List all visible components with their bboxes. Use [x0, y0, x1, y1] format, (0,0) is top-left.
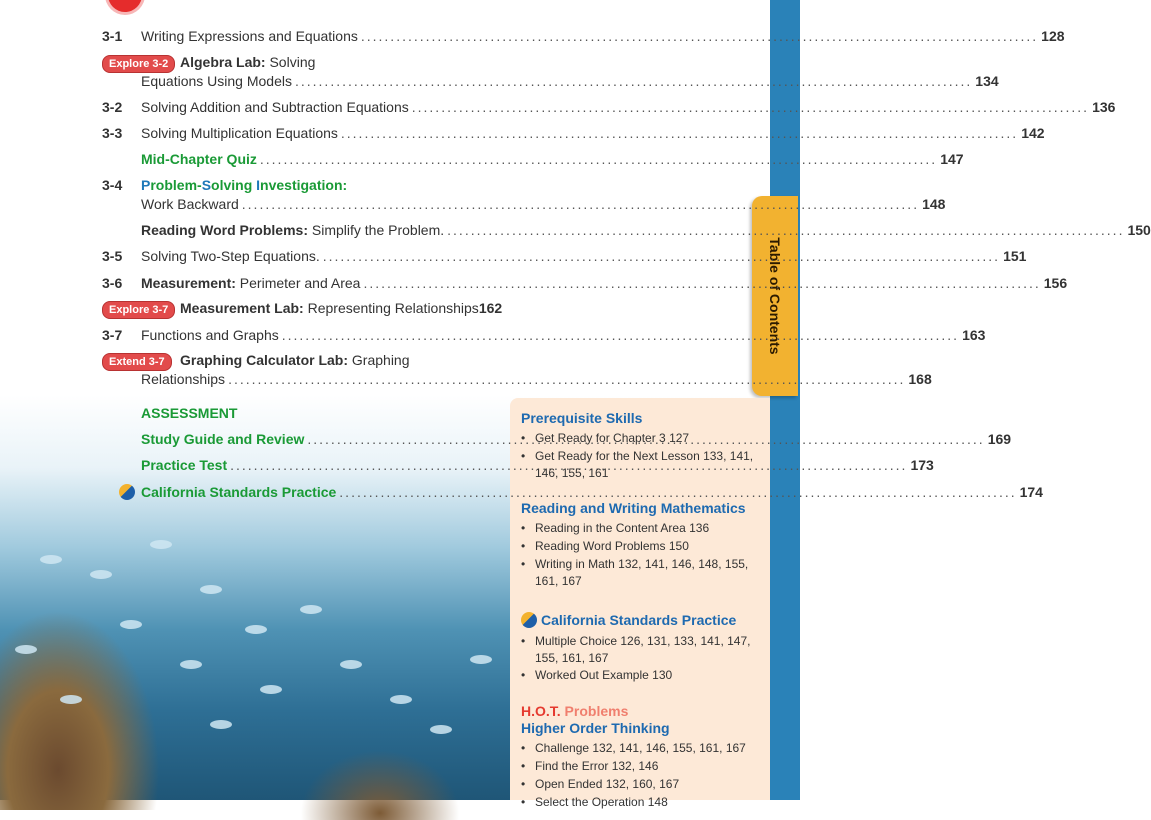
entry-title: Representing Relationships — [303, 300, 479, 316]
coral-reef-small — [300, 750, 460, 820]
lesson-number: 3-1 — [102, 28, 123, 44]
csp-item: • Worked Out Example 130 — [521, 668, 673, 682]
entry-title-cont: Equations Using Models — [141, 73, 292, 89]
entry-title: Functions and Graphs — [141, 327, 279, 343]
explore-badge: Explore 3-2 — [102, 55, 175, 73]
fish — [470, 655, 492, 664]
chapter-logo — [108, 0, 142, 12]
leader-dots — [361, 28, 1038, 44]
leader-dots — [339, 484, 1016, 500]
entry-title: Writing Expressions and Equations — [141, 28, 358, 44]
hot-label: H.O.T. — [521, 703, 561, 719]
entry-bold-title: Measurement: — [141, 275, 236, 291]
lesson-number: 3-6 — [102, 275, 123, 291]
hot-item: • Select the Operation 148 — [521, 795, 668, 809]
rw-item: • Writing in Math 132, 141, 146, 148, 155, 161, 167 — [521, 557, 749, 588]
entry-title: Solving Addition and Subtraction Equations — [141, 99, 409, 115]
fish — [150, 540, 172, 549]
fish — [300, 605, 322, 614]
psi-text: olving — [211, 177, 257, 193]
entry-title: Solving Multiplication Equations — [141, 125, 338, 141]
explore-badge: Explore 3-7 — [102, 301, 175, 319]
fish — [210, 720, 232, 729]
leader-dots — [323, 248, 1000, 264]
fish — [120, 620, 142, 629]
toc-tab-label: Table of Contents — [767, 237, 783, 355]
page-number: 128 — [1041, 28, 1065, 44]
entry-title-cont: Relationships — [141, 371, 226, 387]
psi-letter: I — [256, 177, 261, 193]
california-standards-heading — [521, 612, 736, 628]
california-globe-icon — [521, 612, 537, 628]
page-number: 162 — [478, 300, 503, 316]
prerequisite-skills-heading: Prerequisite Skills — [521, 410, 643, 426]
leader-dots — [295, 73, 972, 89]
entry-lab-title: Graphing Calculator Lab: — [180, 352, 349, 368]
leader-dots — [228, 371, 905, 387]
rw-item: • Reading Word Problems 150 — [521, 539, 689, 553]
entry-title: Simplify the Problem. — [307, 222, 445, 238]
coral-reef — [0, 610, 160, 810]
page-number: 134 — [975, 73, 999, 89]
lesson-number: 3-5 — [102, 248, 123, 264]
psi-letter: P — [141, 177, 151, 193]
page-number: 148 — [922, 196, 946, 212]
california-globe-icon — [119, 484, 135, 500]
entry-title: Graphing — [348, 352, 410, 368]
page-number: 150 — [1127, 222, 1151, 238]
entry-title: Solving — [265, 54, 316, 70]
leader-dots — [412, 99, 1089, 115]
entry-lab-title: Measurement Lab: — [180, 300, 304, 316]
reading-writing-heading: Reading and Writing Mathematics — [521, 500, 746, 516]
hot-problems-heading — [521, 703, 628, 719]
csp-title-text: California Standards Practice — [541, 612, 737, 628]
hot-label-2: Problems — [560, 703, 629, 719]
fish — [90, 570, 112, 579]
sidebar-stripe — [770, 0, 800, 800]
lesson-number: 3-4 — [102, 177, 123, 193]
page-number: 156 — [1043, 275, 1068, 291]
fish — [245, 625, 267, 634]
toc-row-explore-3-2[interactable] — [102, 54, 999, 94]
csp-item: • Multiple Choice 126, 131, 133, 141, 147, 155, 161, 167 — [521, 634, 751, 665]
fish — [340, 660, 362, 669]
fish — [60, 695, 82, 704]
extend-badge: Extend 3-7 — [102, 353, 172, 371]
leader-dots — [282, 327, 959, 343]
entry-title: Perimeter and Area — [235, 275, 361, 291]
fish — [40, 555, 62, 564]
entry-lab-title: Algebra Lab: — [180, 54, 266, 70]
entry-title: Mid-Chapter Quiz — [141, 151, 257, 167]
entry-title: Solving Two-Step Equations. — [141, 248, 320, 264]
page-number: 174 — [1019, 484, 1043, 500]
lesson-number: 3-7 — [102, 327, 123, 343]
fish — [200, 585, 222, 594]
page-number: 169 — [987, 431, 1012, 447]
entry-title: Work Backward — [141, 196, 239, 212]
toc-row-3-4[interactable] — [102, 177, 946, 217]
page-number: 142 — [1021, 125, 1045, 141]
page-number: 173 — [910, 457, 934, 473]
fish — [260, 685, 282, 694]
entry-title: Practice Test — [141, 457, 228, 473]
hot-item: • Find the Error 132, 146 — [521, 759, 659, 773]
prereq-item: • Get Ready for the Next Lesson 133, 141, 146, 155, 161 — [521, 449, 754, 480]
toc-row-extend-3-7[interactable] — [102, 352, 932, 392]
fish — [430, 725, 452, 734]
psi-text: nvestigation: — [260, 177, 348, 193]
fish — [180, 660, 202, 669]
leader-dots — [447, 222, 1124, 238]
leader-dots — [341, 125, 1018, 141]
hot-item: • Challenge 132, 141, 146, 155, 161, 167 — [521, 741, 746, 755]
page-number: 163 — [962, 327, 986, 343]
page-number: 147 — [940, 151, 964, 167]
entry-bold-title: Reading Word Problems: — [141, 222, 308, 238]
psi-text: roblem- — [150, 177, 202, 193]
page-number: 168 — [908, 371, 932, 387]
page-number: 136 — [1092, 99, 1116, 115]
fish — [15, 645, 37, 654]
assessment-heading: ASSESSMENT — [141, 405, 238, 421]
leader-dots — [242, 196, 919, 212]
leader-dots — [260, 151, 937, 167]
hot-item: • Open Ended 132, 160, 167 — [521, 777, 680, 791]
lesson-number: 3-2 — [102, 99, 123, 115]
entry-title: Study Guide and Review — [141, 431, 305, 447]
page-number: 151 — [1003, 248, 1027, 264]
psi-letter: S — [201, 177, 212, 193]
prereq-item: • Get Ready for Chapter 3 127 — [521, 431, 690, 445]
higher-order-thinking-heading: Higher Order Thinking — [521, 720, 670, 736]
rw-item: • Reading in the Content Area 136 — [521, 521, 710, 535]
leader-dots — [363, 275, 1040, 291]
entry-title: California Standards Practice — [141, 484, 337, 500]
lesson-number: 3-3 — [102, 125, 123, 141]
fish — [390, 695, 412, 704]
